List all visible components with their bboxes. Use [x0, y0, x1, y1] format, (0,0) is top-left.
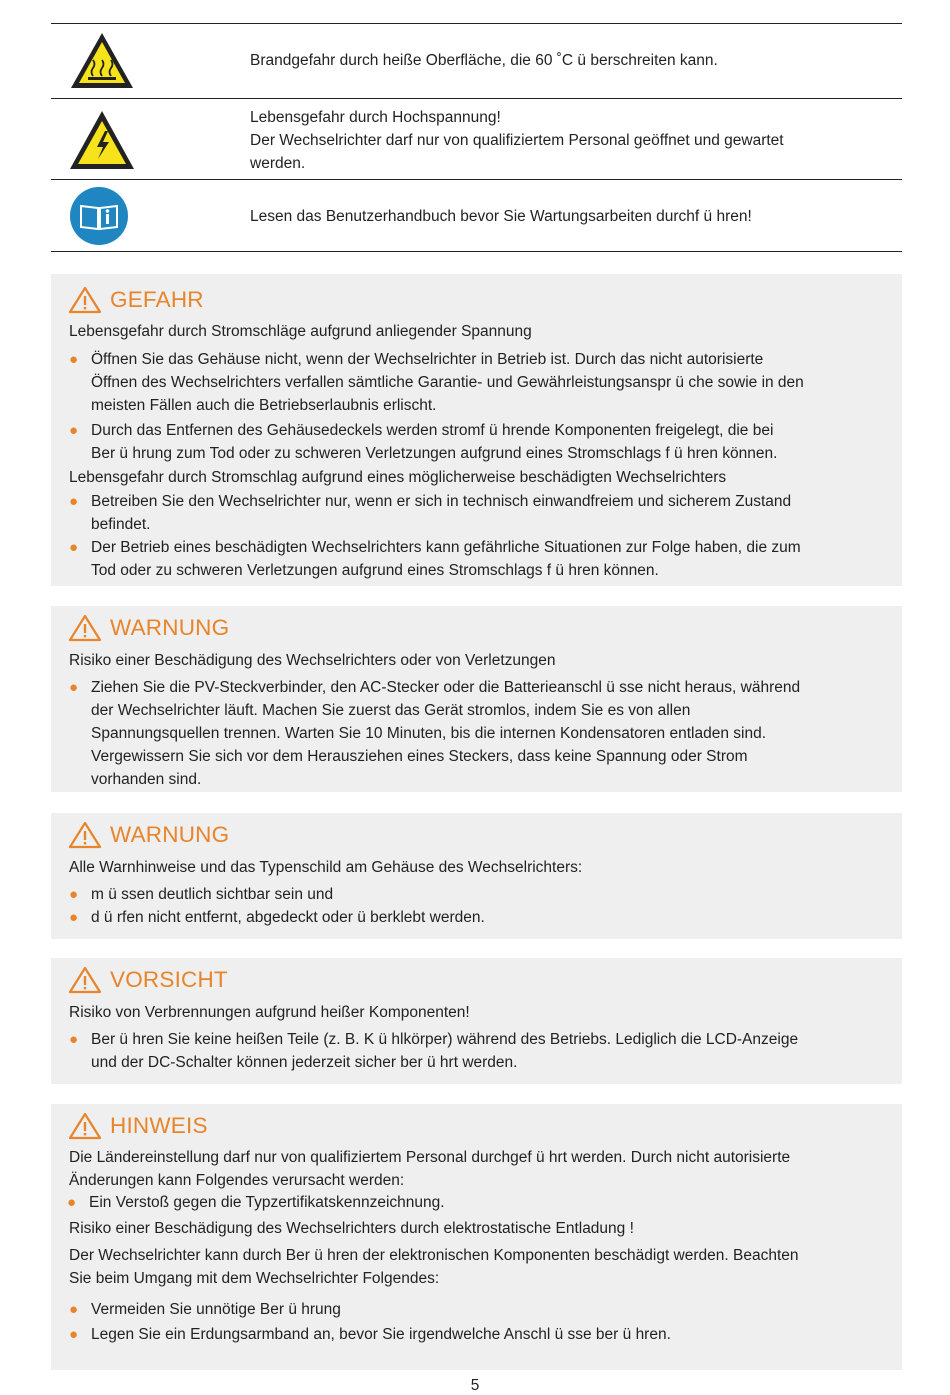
symbol-line: Der Wechselrichter darf nur von qualifiziertem Personal geöffnet und gewartet [250, 132, 784, 149]
warning-notice-box [51, 813, 902, 939]
warning-triangle-icon [68, 966, 102, 994]
read-manual-icon [70, 187, 136, 250]
danger-notice-box [51, 274, 902, 586]
warning-triangle-icon [68, 821, 102, 849]
bullet-line: Tod oder zu schweren Verletzungen aufgrund eines Stromschlags f ü hren können. [91, 562, 659, 579]
bullet-line: Spannungsquellen trennen. Warten Sie 10 Minuten, bis die internen Kondensatoren entladen sind. [91, 725, 767, 742]
notice-text: Risiko einer Beschädigung des Wechselrichters durch elektrostatische Entladung ! [69, 1220, 634, 1237]
bullet-line: Ziehen Sie die PV-Steckverbinder, den AC-Stecker oder die Batterieanschl ü sse nicht heraus, während [91, 679, 801, 696]
bullet-line: meisten Fällen auch die Betriebserlaubnis erlischt. [91, 397, 437, 414]
notice-title: HINWEIS [110, 1113, 208, 1138]
bullet-line: vorhanden sind. [91, 771, 202, 788]
bullet-line: Durch das Entfernen des Gehäusedeckels werden stromf ü hrende Komponenten freigelegt, die bei [91, 422, 774, 439]
hot-surface-warning-icon [69, 30, 135, 95]
bullet-dot-icon: ● [69, 1301, 79, 1318]
symbol-text [250, 106, 784, 175]
notice-title: GEFAHR [110, 287, 204, 312]
bullet-dot-icon: ● [67, 1194, 77, 1211]
bullet-line: d ü rfen nicht entfernt, abgedeckt oder ü berklebt werden. [91, 909, 485, 926]
notice-text: Risiko einer Beschädigung des Wechselrichters oder von Verletzungen [69, 652, 556, 669]
bullet-dot-icon: ● [69, 1326, 79, 1343]
bullet-line: Ber ü hren Sie keine heißen Teile (z. B. K ü hlkörper) während des Betriebs. Lediglich die LCD-Anzeige [91, 1031, 799, 1048]
bullet-line: Öffnen Sie das Gehäuse nicht, wenn der Wechselrichter in Betrieb ist. Durch das nicht autorisierte [91, 351, 764, 368]
warning-notice-box [51, 606, 902, 792]
bullet-dot-icon: ● [69, 1031, 79, 1048]
warning-triangle-icon [68, 614, 102, 642]
high-voltage-warning-icon [69, 109, 135, 176]
text-line: Änderungen kann Folgendes verursacht werden: [69, 1172, 405, 1189]
bullet-line: befindet. [91, 516, 151, 533]
notice-title: WARNUNG [110, 615, 230, 640]
text-line: Sie beim Umgang mit dem Wechselrichter Folgendes: [69, 1270, 440, 1287]
notice-text: Lebensgefahr durch Stromschläge aufgrund anliegender Spannung [69, 323, 532, 340]
caution-notice-box [51, 958, 902, 1084]
bullet-dot-icon: ● [69, 493, 79, 510]
bullet-line: der Wechselrichter läuft. Machen Sie zuerst das Gerät stromlos, indem Sie es von allen [91, 702, 691, 719]
bullet-line: Vermeiden Sie unnötige Ber ü hrung [91, 1301, 341, 1318]
safety-symbols-table [51, 23, 902, 252]
bullet-line: Vergewissern Sie sich vor dem Herausziehen eines Steckers, dass keine Spannung oder Strom [91, 748, 748, 765]
bullet-line: m ü ssen deutlich sichtbar sein und [91, 886, 334, 903]
text-line: Die Ländereinstellung darf nur von qualifiziertem Personal durchgef ü hrt werden. Durch nicht autorisierte [69, 1149, 791, 1166]
notice-title: WARNUNG [110, 822, 230, 847]
text-line: Der Wechselrichter kann durch Ber ü hren der elektronischen Komponenten beschädigt werden. Beachten [69, 1247, 799, 1264]
symbol-text [250, 205, 752, 228]
notice-text [69, 1244, 799, 1290]
notice-text: Risiko von Verbrennungen aufgrund heißer Komponenten! [69, 1004, 470, 1021]
notice-text: Lebensgefahr durch Stromschlag aufgrund eines möglicherweise beschädigten Wechselrichters [69, 469, 727, 486]
notice-info-box [51, 1104, 902, 1370]
bullet-dot-icon: ● [69, 539, 79, 556]
bullet-dot-icon: ● [69, 422, 79, 439]
page-number: 5 [470, 1377, 480, 1394]
symbol-line: Brandgefahr durch heiße Oberfläche, die 60 ˚C ü berschreiten kann. [250, 52, 718, 69]
symbol-row-high-voltage [51, 99, 902, 180]
bullet-dot-icon: ● [69, 679, 79, 696]
notice-header [68, 614, 229, 642]
symbol-line: Lebensgefahr durch Hochspannung! [250, 109, 501, 126]
symbol-line: Lesen das Benutzerhandbuch bevor Sie Wartungsarbeiten durchf ü hren! [250, 208, 752, 225]
notice-header [68, 1112, 208, 1140]
notice-title: VORSICHT [110, 967, 228, 992]
notice-header [68, 966, 228, 994]
symbol-line: werden. [250, 155, 306, 172]
bullet-line: Ein Verstoß gegen die Typzertifikatskennzeichnung. [89, 1194, 445, 1211]
notice-header [68, 821, 229, 849]
bullet-line: Legen Sie ein Erdungsarmband an, bevor Sie irgendwelche Anschl ü sse ber ü hren. [91, 1326, 671, 1343]
bullet-line: Der Betrieb eines beschädigten Wechselrichters kann gefährliche Situationen zur Folge haben, die zum [91, 539, 801, 556]
symbol-row-hot-surface [51, 24, 902, 99]
warning-triangle-icon [68, 286, 102, 314]
bullet-line: und der DC-Schalter können jederzeit sicher ber ü hrt werden. [91, 1054, 518, 1071]
bullet-line: Betreiben Sie den Wechselrichter nur, wenn er sich in technisch einwandfreiem und sicherem Zustand [91, 493, 792, 510]
warning-triangle-icon [68, 1112, 102, 1140]
notice-header [68, 286, 204, 314]
bullet-dot-icon: ● [69, 909, 79, 926]
bullet-dot-icon: ● [69, 886, 79, 903]
bullet-line: Öffnen des Wechselrichters verfallen sämtliche Garantie- und Gewährleistungsanspr ü che sowie in den [91, 374, 804, 391]
notice-text: Alle Warnhinweise und das Typenschild am Gehäuse des Wechselrichters: [69, 859, 583, 876]
symbol-text [250, 49, 718, 72]
symbol-row-read-manual [51, 180, 902, 252]
bullet-dot-icon: ● [69, 351, 79, 368]
bullet-line: Ber ü hrung zum Tod oder zu schweren Verletzungen aufgrund eines Stromschlags f ü hren können. [91, 445, 778, 462]
notice-text [69, 1146, 790, 1192]
